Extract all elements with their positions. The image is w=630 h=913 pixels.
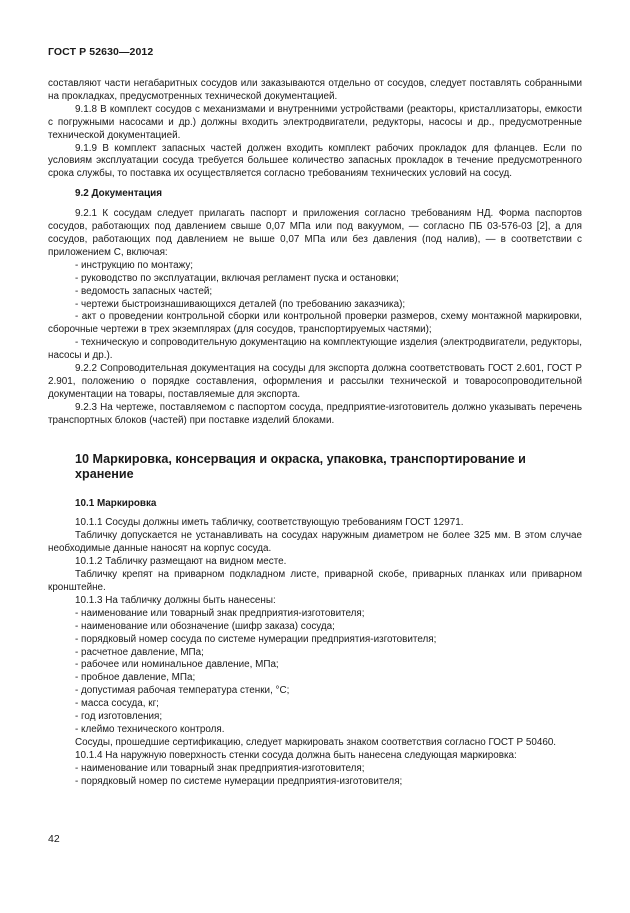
list-item: - акт о проведении контрольной сборки или контрольной проверки размеров, схему монтажной маркировки, сборочные чертежи в трех экземплярах (для сосудов, транспортируемых частями); <box>48 311 582 336</box>
list-item: - наименование или товарный знак предприятия-изготовителя; <box>75 607 365 619</box>
list-item: - чертежи быстроизнашивающихся деталей (по требованию заказчика); <box>75 298 406 310</box>
list-item: - пробное давление, МПа; <box>75 672 196 684</box>
list-item: - ведомость запасных частей; <box>75 285 213 297</box>
paragraph: 9.1.9 В комплект запасных частей должен входить комплект рабочих прокладок для фланцев. Если по условиям эксплуатации сосуда требуется большее количество запасных прокладок в течение предусмотренного срока службы, то поставка их осуществляется согласно требованиям технических условий на сосуд. <box>48 142 582 180</box>
chapter-heading: 10 Маркировка, консервация и окраска, упаковка, транспортирование и хранение <box>75 451 526 482</box>
section-heading: 9.2 Документация <box>75 188 162 200</box>
paragraph: Сосуды, прошедшие сертификацию, следует маркировать знаком соответствия согласно ГОСТ Р 50460. <box>75 736 557 748</box>
list-item: - клеймо технического контроля. <box>75 723 225 735</box>
paragraph: 9.1.8 В комплект сосудов с механизмами и внутренними устройствами (реакторы, кристаллизаторы, емкости с погружными насосами и др.) должны входить электродвигатели, редукторы, насосы и др., предусмотренные технической документацией. <box>48 103 582 141</box>
list-item: - год изготовления; <box>75 711 163 723</box>
list-item: - техническую и сопроводительную документацию на комплектующие изделия (электродвигатели, редукторы, насосы и др.). <box>48 337 582 362</box>
list-item: - наименование или товарный знак предприятия-изготовителя; <box>75 762 365 774</box>
paragraph: 10.1.3 На табличку должны быть нанесены: <box>75 594 276 606</box>
paragraph: Табличку крепят на приварном подкладном листе, приварной скобе, приварных планках или приварном кронштейне. <box>48 569 582 593</box>
page-number: 42 <box>48 833 60 845</box>
paragraph: 10.1.1 Сосуды должны иметь табличку, соответствующую требованиям ГОСТ 12971. <box>75 517 464 529</box>
section-heading: 10.1 Маркировка <box>75 497 157 509</box>
list-item: - рабочее или номинальное давление, МПа; <box>75 659 279 671</box>
list-item: - допустимая рабочая температура стенки, °С; <box>75 685 290 697</box>
list-item: - масса сосуда, кг; <box>75 698 159 710</box>
list-item: - порядковый номер сосуда по системе нумерации предприятия-изготовителя; <box>75 633 437 645</box>
paragraph: 10.1.4 На наружную поверхность стенки сосуда должна быть нанесена следующая маркировка: <box>75 749 517 761</box>
paragraph: 9.2.1 К сосудам следует прилагать паспорт и приложения согласно требованиям НД. Форма паспортов сосудов, работающих под давлением свыше 0,07 МПа или под вакуумом, — согласно ПБ 03-576-03 [2], а для сосудов, работающих под давлением не выше 0,07 МПа или без давления (под налив), — в соответствии с приложением С, включая: <box>48 208 582 258</box>
paragraph: 9.2.3 На чертеже, поставляемом с паспортом сосуда, предприятие-изготовитель должно указывать перечень транспортных блоков (частей) при поставке изделий блоками. <box>48 401 582 426</box>
list-item: - порядковый номер по системе нумерации предприятия-изготовителя; <box>75 775 403 787</box>
list-item: - инструкцию по монтажу; <box>75 259 194 271</box>
list-item: - руководство по эксплуатации, включая регламент пуска и остановки; <box>75 272 399 284</box>
paragraph: составляют части негабаритных сосудов или заказываются отдельно от сосудов, следует поставлять собранными на прокладках, предусмотренных технической документацией. <box>48 78 582 102</box>
page-body <box>48 78 582 789</box>
paragraph: 10.1.2 Табличку размещают на видном месте. <box>75 556 287 568</box>
paragraph: Табличку допускается не устанавливать на сосудах наружным диаметром не более 325 мм. В этом случае необходимые данные наносят на корпус сосуда. <box>48 530 582 555</box>
paragraph: 9.2.2 Сопроводительная документация на сосуды для экспорта должна соответствовать ГОСТ 2.601, ГОСТ Р 2.901, положению о порядке составления, оформления и рассылки технической и товаросопроводительной документации на товары, поставляемые для экспорта. <box>48 363 582 400</box>
document-header: ГОСТ Р 52630—2012 <box>48 46 154 58</box>
list-item: - расчетное давление, МПа; <box>75 646 204 658</box>
list-item: - наименование или обозначение (шифр заказа) сосуда; <box>75 620 335 632</box>
